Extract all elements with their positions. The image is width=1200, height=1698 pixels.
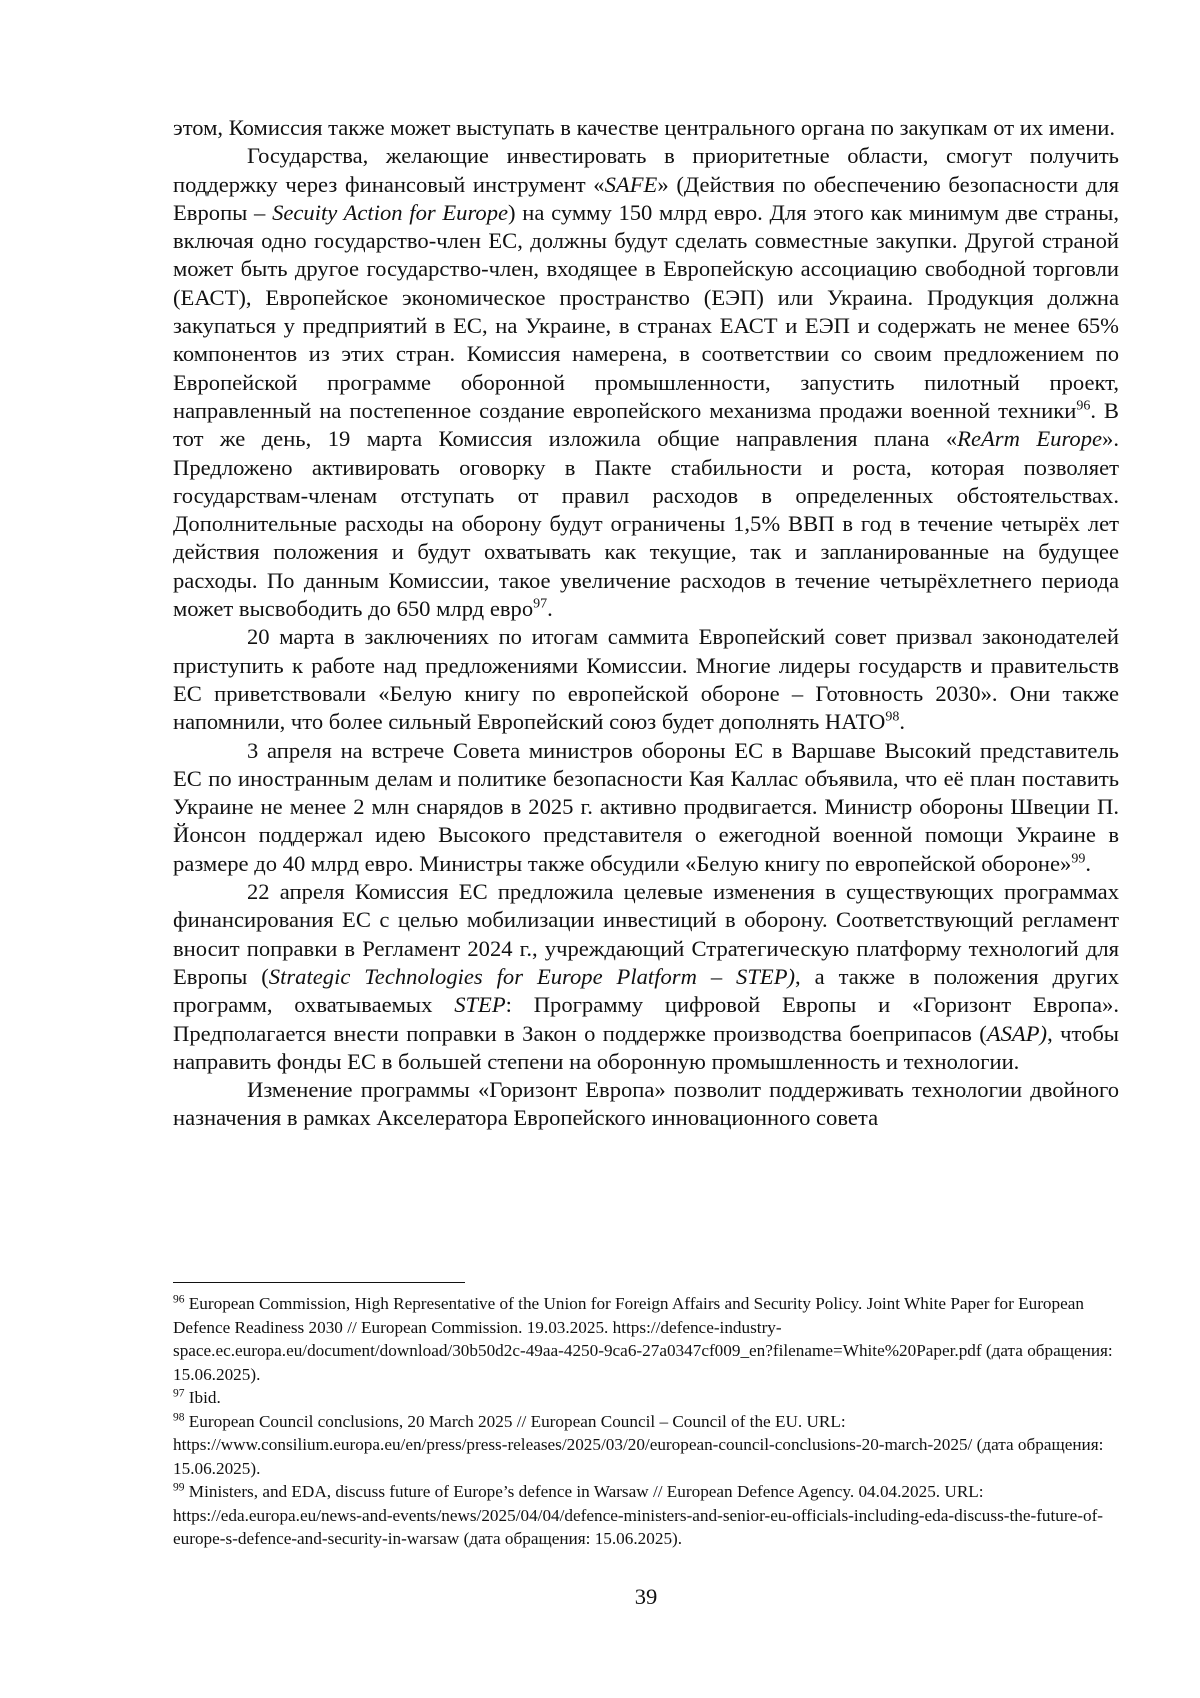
footnotes — [173, 1292, 1119, 1551]
text-run: : Программу цифровой Европы и «Горизонт Европа». Предполагается внести поправки в Закон о поддержке производства боеприпасов ( — [173, 992, 1119, 1046]
footnote-text: European Council conclusions, 20 March 2025 // European Council – Council of the EU. URL: https://www.consilium.europa.eu/en/press/press-releases/2025/03/20/european-council-conclusions-20-march-2025/ (дата обращения: 15.06.2025). — [173, 1411, 1104, 1478]
paragraph-text: этом, Комиссия также может выступать в качестве центрального органа по закупкам от их имени. — [173, 115, 1116, 140]
italic-term-safe: SAFE — [604, 171, 658, 197]
text-run: ) на сумму 150 млрд евро. Для этого как минимум две страны, включая одно государство-член ЕС, должны будут сделать совместные закупки. Другой страной может быть другое государство-член, входящее в Европейскую ассоциацию свободной торговли (ЕАСТ), Европейское экономическое пространство (ЕЭП) или Украина. Продукция должна закупаться у предприятий в ЕС, на Украине, в странах ЕАСТ и ЕЭП и содержать не менее 65% компонентов из этих стран. Комиссия намерена, в соответствии со своим предложением по Европейской программе оборонной промышленности, запустить пилотный проект, направленный на постепенное создание европейского механизма продажи военной техники — [173, 199, 1119, 423]
text-run: 20 марта в заключениях по итогам саммита Европейский совет призвал законодателей приступить к работе над предложениями Комиссии. Многие лидеры государств и правительств ЕС приветствовали «Белую книгу по европейской обороне – Готовность 2030». Они также напомнили, что более сильный Европейский союз будет дополнять НАТО — [173, 624, 1119, 735]
italic-term-security-action: Secuity Action for Europe — [272, 199, 509, 225]
footnote-text: Ministers, and EDA, discuss future of Europe’s defence in Warsaw // European Defence Agency. 04.04.2025. URL: https://eda.europa.eu/news-and-events/news/2025/04/04/defence-ministers-and-senior-eu-officials-including-eda-discuss-the-future-of-europe-s-defence-and-security-in-warsaw (дата обращения: 15.06.2025). — [173, 1482, 1104, 1548]
footnote-mark: 98 — [173, 1410, 185, 1423]
paragraph-continuation — [173, 114, 1119, 142]
footnote-text: Ibid. — [188, 1388, 221, 1407]
italic-term-step-platform: Strategic Technologies for Europe Platform – STEP) — [268, 963, 796, 989]
footnote-ref-98[interactable]: 98 — [885, 709, 900, 725]
text-run: , а также в положения других программ, охватываемых — [173, 963, 1119, 1018]
paragraph-defence-ministers — [173, 737, 1119, 878]
paragraph-european-council — [173, 623, 1119, 736]
text-run: . — [547, 596, 553, 622]
italic-term-rearm-europe: ReArm Europe — [957, 426, 1103, 452]
footnote-98 — [173, 1410, 1119, 1481]
text-run: » (Действия по обеспечению безопасности для Европы – — [173, 171, 1119, 225]
footnote-ref-99[interactable]: 99 — [1071, 851, 1086, 867]
text-run: . — [1085, 850, 1091, 876]
paragraph-text: Изменение программы «Горизонт Европа» позволит поддерживать технологии двойного назначения в рамках Акселератора Европейского инновационного совета — [173, 1077, 1119, 1131]
page-number: 39 — [634, 1584, 658, 1609]
footnote-mark: 99 — [173, 1481, 185, 1494]
paragraph-step-regulation — [173, 878, 1119, 1076]
footnote-99 — [173, 1480, 1119, 1551]
footnote-text: European Commission, High Representative of the Union for Foreign Affairs and Security Policy. Joint White Paper for European Defence Readiness 2030 // European Commission. 19.03.2025. https://defence-industry-space.ec.europa.eu/document/download/30b50d2c-49aa-4250-9ca6-27a0347cf009_en?filename=White%20Paper.pdf (дата обращения: 15.06.2025). — [173, 1294, 1113, 1384]
footnote-separator — [173, 1282, 465, 1283]
text-run: 3 апреля на встрече Совета министров обороны ЕС в Варшаве Высокий представитель ЕС по иностранным делам и политике безопасности Кая Каллас объявила, что её план поставить Украине не менее 2 млн снарядов в 2025 г. активно продвигается. Министр обороны Швеции П. Йонсон поддержал идею Высокого представителя о ежегодной военной помощи Украине в размере до 40 млрд евро. Министры также обсудили «Белую книгу по европейской обороне» — [173, 737, 1119, 876]
body-text — [173, 114, 1119, 1133]
paragraph-safe-instrument — [173, 142, 1119, 623]
italic-term-step: STEP — [454, 992, 506, 1018]
footnote-96 — [173, 1292, 1119, 1386]
text-run: . В тот же день, 19 марта Комиссия изложила общие направления плана « — [173, 397, 1119, 452]
text-run: . — [899, 709, 906, 735]
text-run: 22 апреля Комиссия ЕС предложила целевые изменения в существующих программах финансирования ЕС с целью мобилизации инвестиций в оборону. Соответствующий регламент вносит поправки в Регламент 2024 г., учреждающий Стратегическую платформу технологий для Европы ( — [173, 879, 1119, 989]
footnote-mark: 97 — [173, 1387, 185, 1400]
italic-term-asap: ASAP) — [986, 1020, 1048, 1046]
paragraph-horizon-europe — [173, 1076, 1119, 1133]
text-run: ». Предложено активировать оговорку в Пакте стабильности и роста, которая позволяет государствам-членам отступать от правил расходов в определенных обстоятельствах. Дополнительные расходы на оборону будут ограничены 1,5% ВВП в год в течение четырёх лет действия положения и будут охватывать как текущие, так и запланированные на будущее расходы. По данным Комиссии, такое увеличение расходов в течение четырёхлетнего периода может высвободить до 650 млрд евро — [173, 426, 1119, 622]
footnote-ref-96[interactable]: 96 — [1076, 398, 1091, 414]
text-run: Государства, желающие инвестировать в приоритетные области, смогут получить поддержку через финансовый инструмент « — [173, 143, 1119, 197]
footnote-ref-97[interactable]: 97 — [533, 596, 548, 612]
footnote-97 — [173, 1386, 1119, 1410]
text-run: , чтобы направить фонды ЕС в большей степени на оборонную промышленность и технологии. — [173, 1020, 1119, 1074]
footnote-mark: 96 — [173, 1293, 185, 1306]
